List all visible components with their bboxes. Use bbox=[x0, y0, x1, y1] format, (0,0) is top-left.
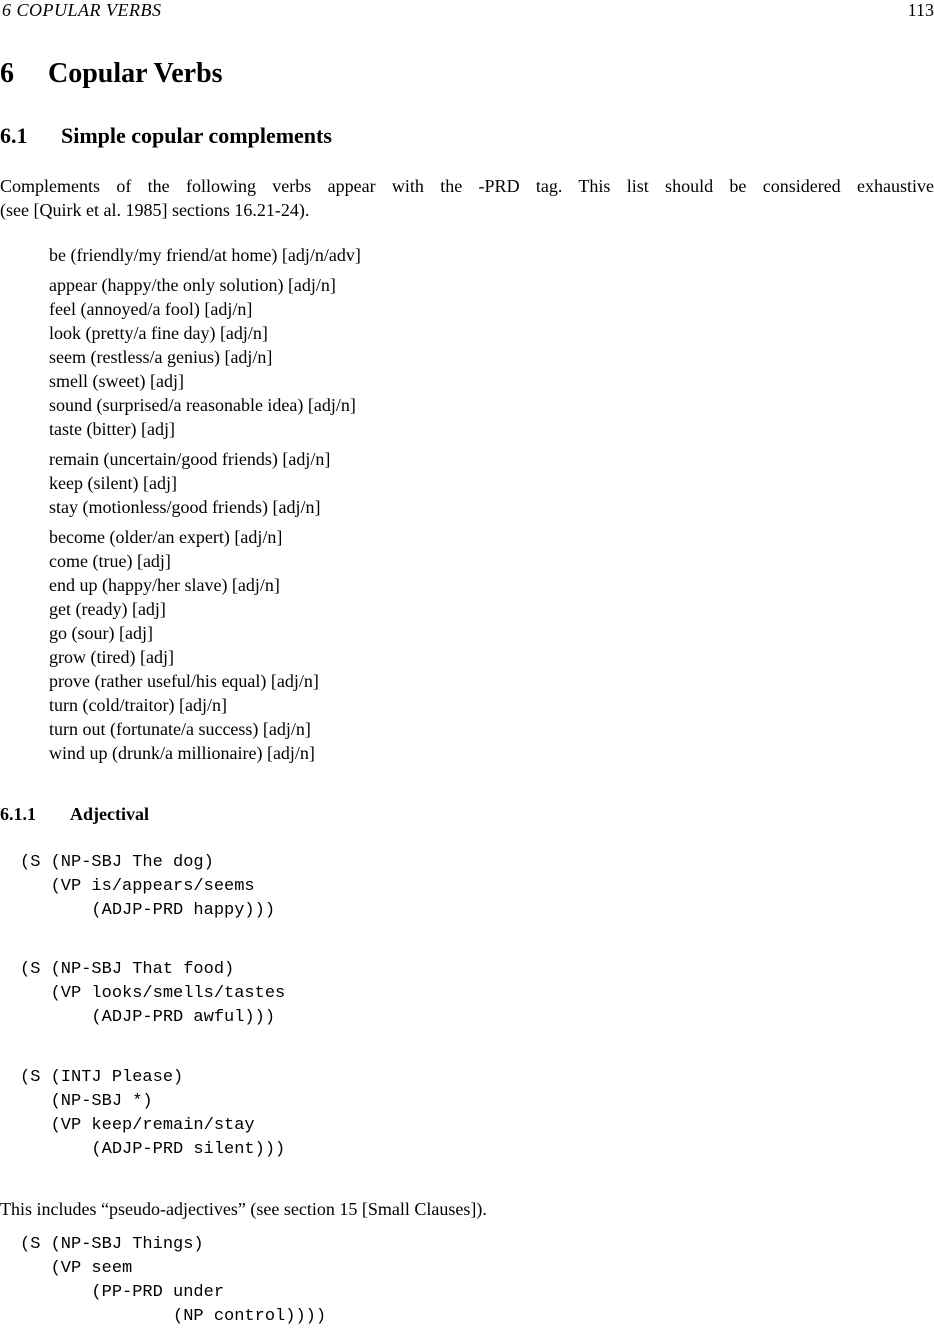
verb-entry: smell (sweet) [adj] bbox=[49, 371, 184, 391]
subsubsection-heading bbox=[0, 802, 149, 826]
intro-paragraph bbox=[0, 174, 934, 222]
pseudo-adjectives-text: This includes “pseudo-adjectives” (see section 15 [Small Clauses]). bbox=[0, 1199, 487, 1219]
verb-entry: go (sour) [adj] bbox=[49, 623, 153, 643]
verb-entry: get (ready) [adj] bbox=[49, 599, 166, 619]
subsection-title: Simple copular complements bbox=[61, 123, 332, 148]
running-head-title: 6 COPULAR VERBS bbox=[2, 0, 162, 20]
verb-entry: remain (uncertain/good friends) [adj/n] bbox=[49, 449, 331, 469]
pseudo-adjectives-note bbox=[0, 1197, 934, 1221]
verb-entry: look (pretty/a fine day) [adj/n] bbox=[49, 323, 268, 343]
intro-line-2: (see [Quirk et al. 1985] sections 16.21-24). bbox=[0, 200, 310, 220]
subsection-number: 6.1 bbox=[0, 123, 28, 148]
section-heading bbox=[0, 56, 223, 92]
subsection-heading bbox=[0, 122, 332, 150]
verb-group bbox=[49, 525, 361, 765]
section-number: 6 bbox=[0, 58, 14, 89]
verb-entry: come (true) [adj] bbox=[49, 551, 171, 571]
verb-entry: grow (tired) [adj] bbox=[49, 647, 174, 667]
verb-entry: sound (surprised/a reasonable idea) [adj/n] bbox=[49, 395, 356, 415]
example-tree-1: (S (NP-SBJ The dog) (VP is/appears/seems (ADJP-PRD happy))) bbox=[20, 853, 276, 920]
verb-entry: seem (restless/a genius) [adj/n] bbox=[49, 347, 273, 367]
verb-entry: wind up (drunk/a millionaire) [adj/n] bbox=[49, 743, 315, 763]
verb-entry: end up (happy/her slave) [adj/n] bbox=[49, 575, 280, 595]
copular-verb-list bbox=[49, 243, 361, 771]
verb-group bbox=[49, 447, 361, 519]
subsubsection-number: 6.1.1 bbox=[0, 804, 36, 824]
example-tree-3: (S (INTJ Please) (NP-SBJ *) (VP keep/remain/stay (ADJP-PRD silent))) bbox=[20, 1068, 286, 1159]
verb-entry: prove (rather useful/his equal) [adj/n] bbox=[49, 671, 319, 691]
verb-entry: feel (annoyed/a fool) [adj/n] bbox=[49, 299, 253, 319]
verb-entry: appear (happy/the only solution) [adj/n] bbox=[49, 275, 336, 295]
verb-group bbox=[49, 273, 361, 441]
page-number: 113 bbox=[907, 0, 934, 20]
verb-entry: turn (cold/traitor) [adj/n] bbox=[49, 695, 227, 715]
section-title: Copular Verbs bbox=[48, 58, 223, 89]
verb-entry: turn out (fortunate/a success) [adj/n] bbox=[49, 719, 311, 739]
running-head bbox=[0, 0, 934, 22]
verb-entry: keep (silent) [adj] bbox=[49, 473, 177, 493]
verb-entry: stay (motionless/good friends) [adj/n] bbox=[49, 497, 321, 517]
verb-group bbox=[49, 243, 361, 267]
subsubsection-title: Adjectival bbox=[70, 804, 149, 824]
verb-entry: be (friendly/my friend/at home) [adj/n/adv] bbox=[49, 245, 361, 265]
example-tree-4: (S (NP-SBJ Things) (VP seem (PP-PRD under (NP control)))) bbox=[20, 1235, 327, 1326]
intro-line-1: Complements of the following verbs appear with the -PRD tag. This list should be considered exhaustive bbox=[0, 176, 934, 196]
verb-entry: taste (bitter) [adj] bbox=[49, 419, 175, 439]
verb-entry: become (older/an expert) [adj/n] bbox=[49, 527, 283, 547]
example-tree-2: (S (NP-SBJ That food) (VP looks/smells/tastes (ADJP-PRD awful))) bbox=[20, 960, 286, 1027]
